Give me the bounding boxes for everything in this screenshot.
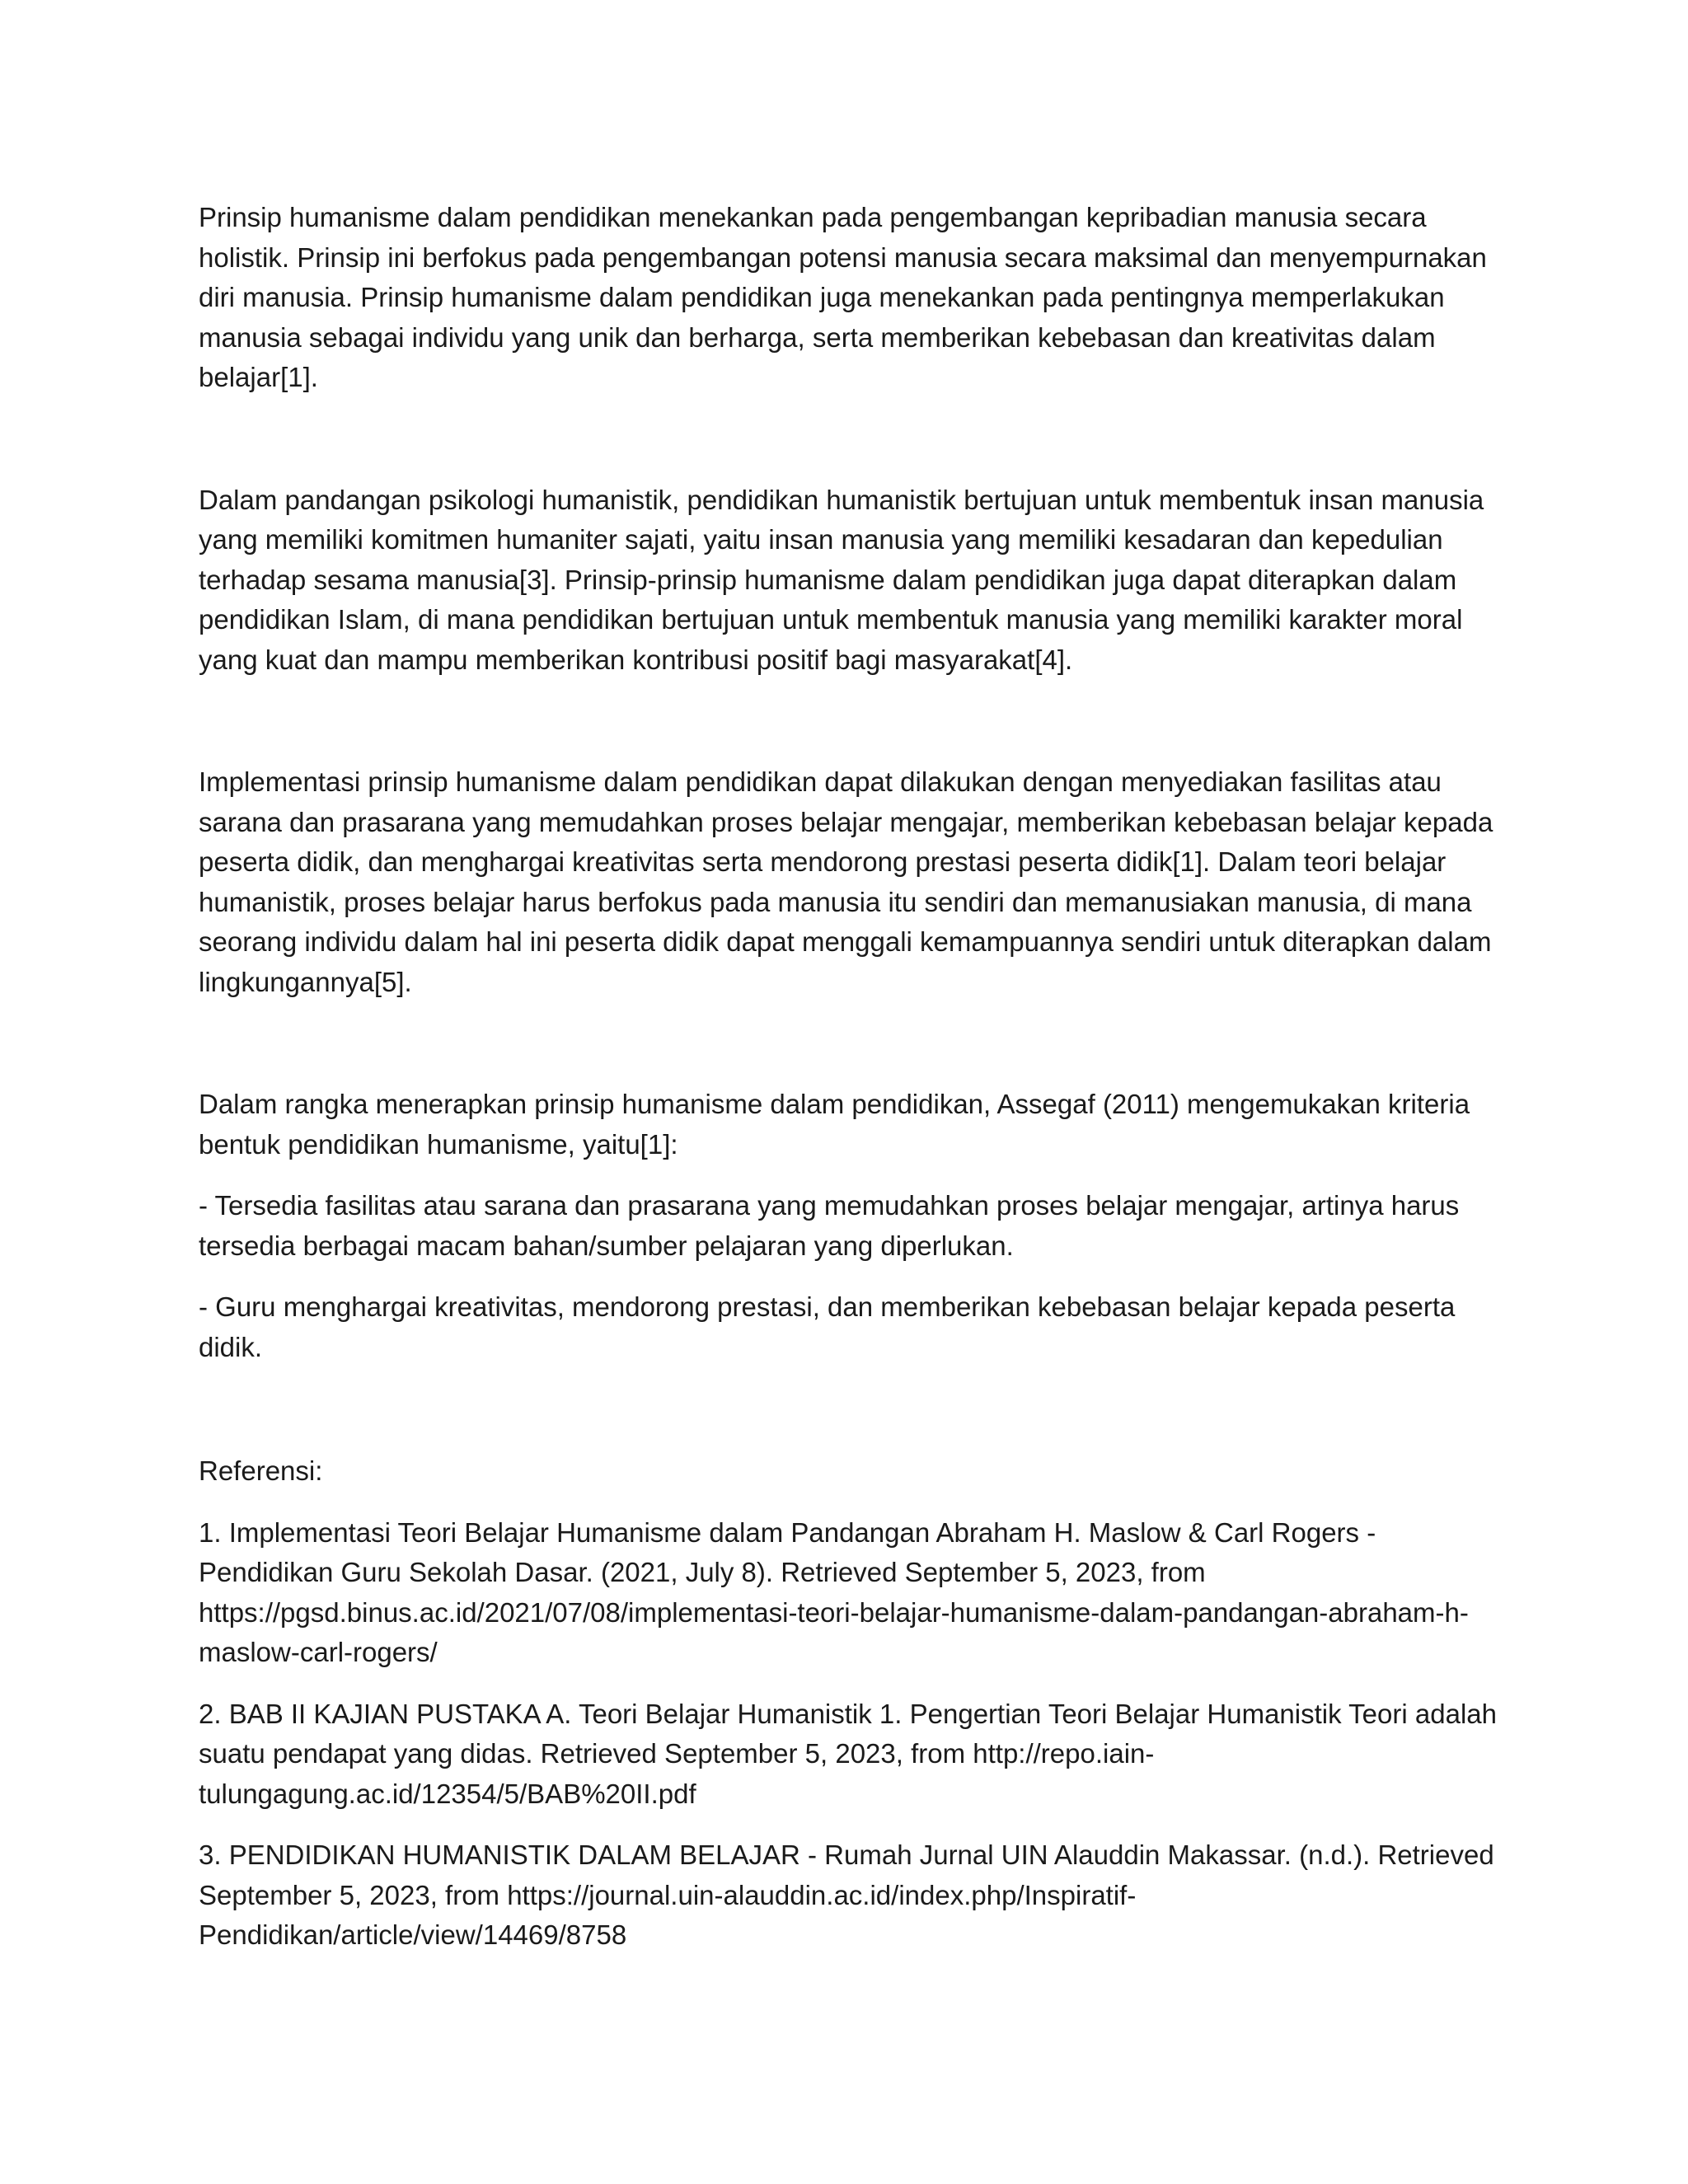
paragraph-criteria-intro: Dalam rangka menerapkan prinsip humanisme dalam pendidikan, Assegaf (2011) mengemukakan kriteria bentuk pendidikan humanisme, yaitu[1]: xyxy=(199,1089,1470,1160)
references-heading: Referensi: xyxy=(199,1455,323,1486)
paragraph-humanism-principle: Prinsip humanisme dalam pendidikan menekankan pada pengembangan kepribadian manusia secara holistik. Prinsip ini berfokus pada pengembangan potensi manusia secara maksimal dan menyempurnakan diri manusia. Prinsip humanisme dalam pendidikan juga menekankan pada pentingnya memperlakukan manusia sebagai individu yang unik dan berharga, serta memberikan kebebasan dan kreativitas dalam belajar[1]. xyxy=(199,202,1487,392)
paragraph-implementation: Implementasi prinsip humanisme dalam pendidikan dapat dilakukan dengan menyediakan fasilitas atau sarana dan prasarana yang memudahkan proses belajar mengajar, memberikan kebebasan belajar kepada peserta didik, dan menghargai kreativitas serta mendorong prestasi peserta didik[1]. Dalam teori belajar humanistik, proses belajar harus berfokus pada manusia itu sendiri dan memanusiakan manusia, di mana seorang individu dalam hal ini peserta didik dapat menggali kemampuannya sendiri untuk diterapkan dalam lingkungannya[5]. xyxy=(199,766,1493,997)
reference-item: 2. BAB II KAJIAN PUSTAKA A. Teori Belajar Humanistik 1. Pengertian Teori Belajar Humanistik Teori adalah suatu pendapat yang didas. Retrieved September 5, 2023, from http://repo.iain-tulungagung.ac.id/12354/5/BAB%20II.pdf xyxy=(199,1698,1497,1809)
document-body xyxy=(199,198,1501,1956)
paragraph-humanistic-psychology: Dalam pandangan psikologi humanistik, pendidikan humanistik bertujuan untuk membentuk insan manusia yang memiliki komitmen humaniter sajati, yaitu insan manusia yang memiliki kesadaran dan kepedulian terhadap sesama manusia[3]. Prinsip-prinsip humanisme dalam pendidikan juga dapat diterapkan dalam pendidikan Islam, di mana pendidikan bertujuan untuk membentuk manusia yang memiliki karakter moral yang kuat dan mampu memberikan kontribusi positif bagi masyarakat[4]. xyxy=(199,484,1484,675)
reference-item: 3. PENDIDIKAN HUMANISTIK DALAM BELAJAR - Rumah Jurnal UIN Alauddin Makassar. (n.d.). Retrieved September 5, 2023, from https://journal.uin-alauddin.ac.id/index.php/Inspiratif-Pendidikan/article/view/14469/8758 xyxy=(199,1840,1494,1950)
reference-item: 1. Implementasi Teori Belajar Humanisme dalam Pandangan Abraham H. Maslow & Carl Rogers - Pendidikan Guru Sekolah Dasar. (2021, July 8). Retrieved September 5, 2023, from https://pgsd.binus.ac.id/2021/07/08/implementasi-teori-belajar-humanisme-dalam-pandangan-abraham-h-maslow-carl-rogers/ xyxy=(199,1516,1469,1667)
criteria-item: - Tersedia fasilitas atau sarana dan prasarana yang memudahkan proses belajar mengajar, artinya harus tersedia berbagai macam bahan/sumber pelajaran yang diperlukan. xyxy=(199,1190,1460,1261)
criteria-item: - Guru menghargai kreativitas, mendorong prestasi, dan memberikan kebebasan belajar kepada peserta didik. xyxy=(199,1291,1456,1362)
